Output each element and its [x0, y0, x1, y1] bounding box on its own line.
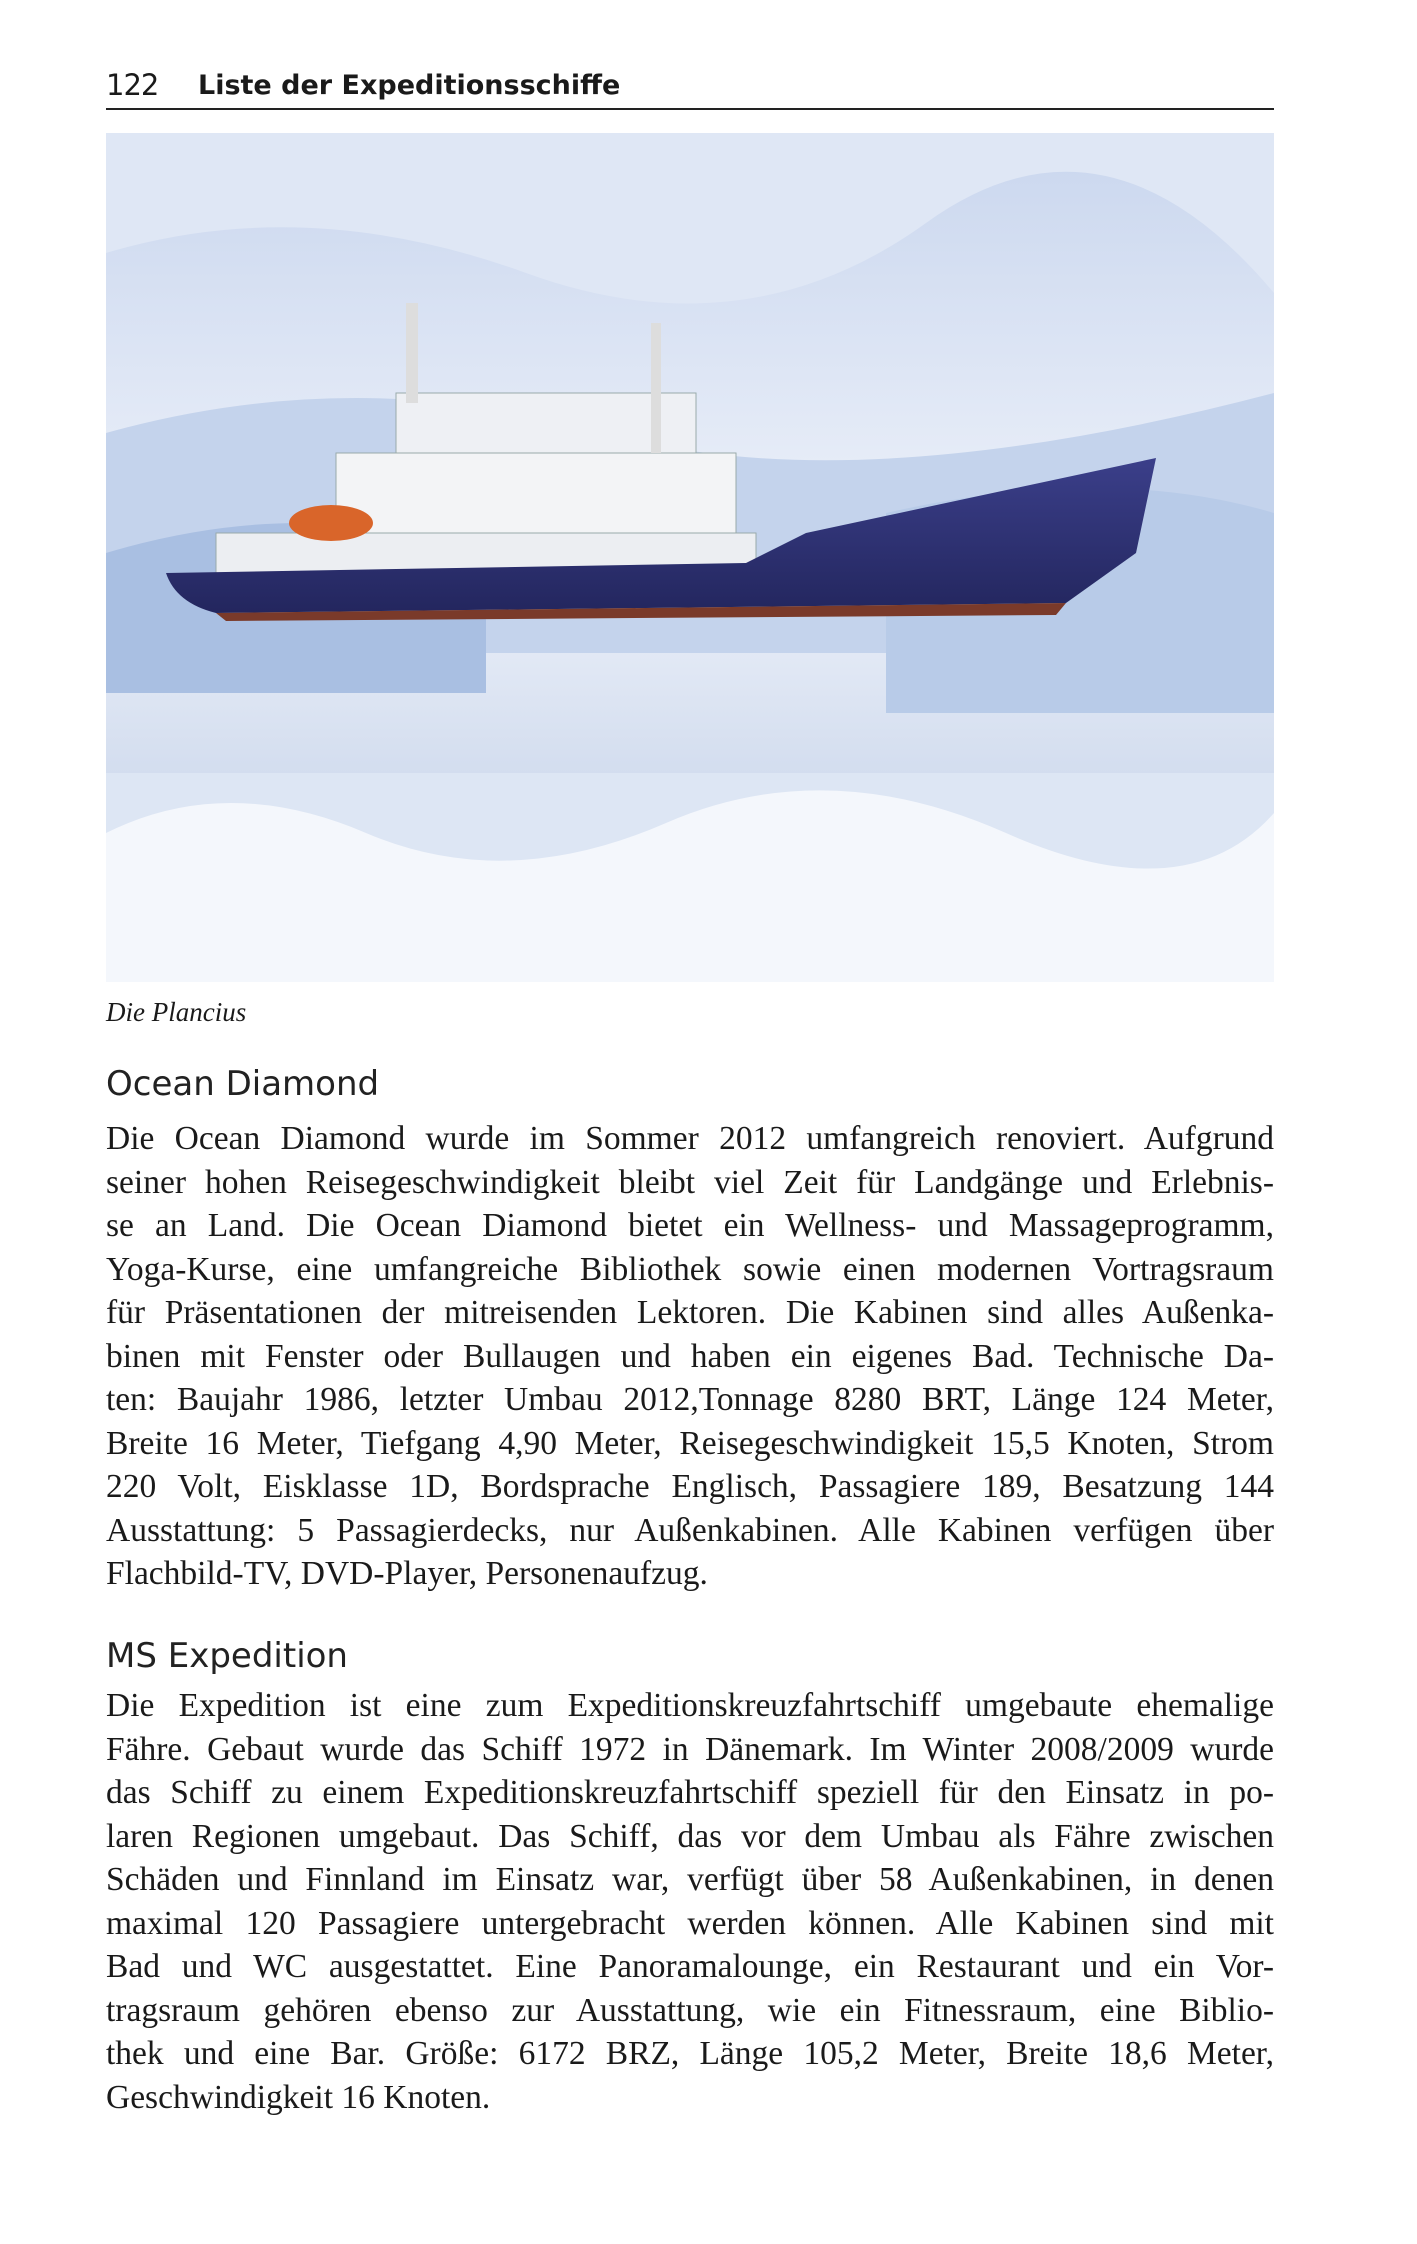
- text-line: maximal 120 Passagiere untergebracht werden können. Alle Kabinen sind mit: [106, 1904, 1274, 1942]
- text-line: Schäden und Finnland im Einsatz war, verfügt über 58 Außenkabinen, in denen: [106, 1861, 1274, 1898]
- section-heading-ocean-diamond: Ocean Diamond: [106, 1064, 380, 1104]
- page-number: 122: [106, 68, 159, 102]
- text-line: laren Regionen umgebaut. Das Schiff, das vor dem Umbau als Fähre zwischen: [106, 1817, 1274, 1855]
- text-line: 220 Volt, Eisklasse 1D, Bordsprache Englisch, Passagiere 189, Besatzung 144: [106, 1468, 1274, 1505]
- text-line: Ausstattung: 5 Passagierdecks, nur Außenkabinen. Alle Kabinen verfügen über: [106, 1511, 1274, 1549]
- text-line: Die Ocean Diamond wurde im Sommer 2012 umfangreich renoviert. Aufgrund: [106, 1120, 1274, 1157]
- text-line: thek und eine Bar. Größe: 6172 BRZ, Länge 105,2 Meter, Breite 18,6 Meter,: [106, 2035, 1274, 2072]
- section-body-ms-expedition: [106, 1684, 1274, 2119]
- section-heading-ms-expedition: MS Expedition: [106, 1636, 348, 1676]
- text-line: Geschwindigkeit 16 Knoten.: [106, 2078, 491, 2116]
- ship-photo: [106, 133, 1274, 982]
- text-line: Die Expedition ist eine zum Expeditionskreuzfahrtschiff umgebaute ehemalige: [106, 1687, 1274, 1724]
- text-line: ten: Baujahr 1986, letzter Umbau 2012,Tonnage 8280 BRT, Länge 124 Meter,: [106, 1381, 1274, 1418]
- text-line: Breite 16 Meter, Tiefgang 4,90 Meter, Reisegeschwindigkeit 15,5 Knoten, Strom: [106, 1424, 1274, 1462]
- text-line: se an Land. Die Ocean Diamond bietet ein Wellness- und Massageprogramm,: [106, 1207, 1274, 1244]
- section-body-ocean-diamond: [106, 1117, 1274, 1596]
- text-line: das Schiff zu einem Expeditionskreuzfahrtschiff speziell für den Einsatz in po-: [106, 1774, 1274, 1811]
- text-line: Bad und WC ausgestattet. Eine Panoramalounge, ein Restaurant und ein Vor-: [106, 1948, 1274, 1985]
- text-line: Flachbild-TV, DVD-Player, Personenaufzug.: [106, 1555, 708, 1592]
- figure-caption: Die Plancius: [106, 997, 247, 1027]
- running-title: Liste der Expeditionsschiffe: [198, 70, 621, 101]
- text-line: für Präsentationen der mitreisenden Lektoren. Die Kabinen sind alles Außenka-: [106, 1294, 1274, 1331]
- text-line: seiner hohen Reisegeschwindigkeit bleibt viel Zeit für Landgänge und Erlebnis-: [106, 1163, 1274, 1201]
- running-header: [106, 66, 1274, 110]
- text-line: tragsraum gehören ebenso zur Ausstattung, wie ein Fitnessraum, eine Biblio-: [106, 1991, 1274, 2029]
- text-line: Fähre. Gebaut wurde das Schiff 1972 in Dänemark. Im Winter 2008/2009 wurde: [106, 1730, 1274, 1768]
- text-line: Yoga-Kurse, eine umfangreiche Bibliothek sowie einen modernen Vortragsraum: [106, 1250, 1274, 1288]
- text-line: binen mit Fenster oder Bullaugen und haben ein eigenes Bad. Technische Da-: [106, 1337, 1274, 1375]
